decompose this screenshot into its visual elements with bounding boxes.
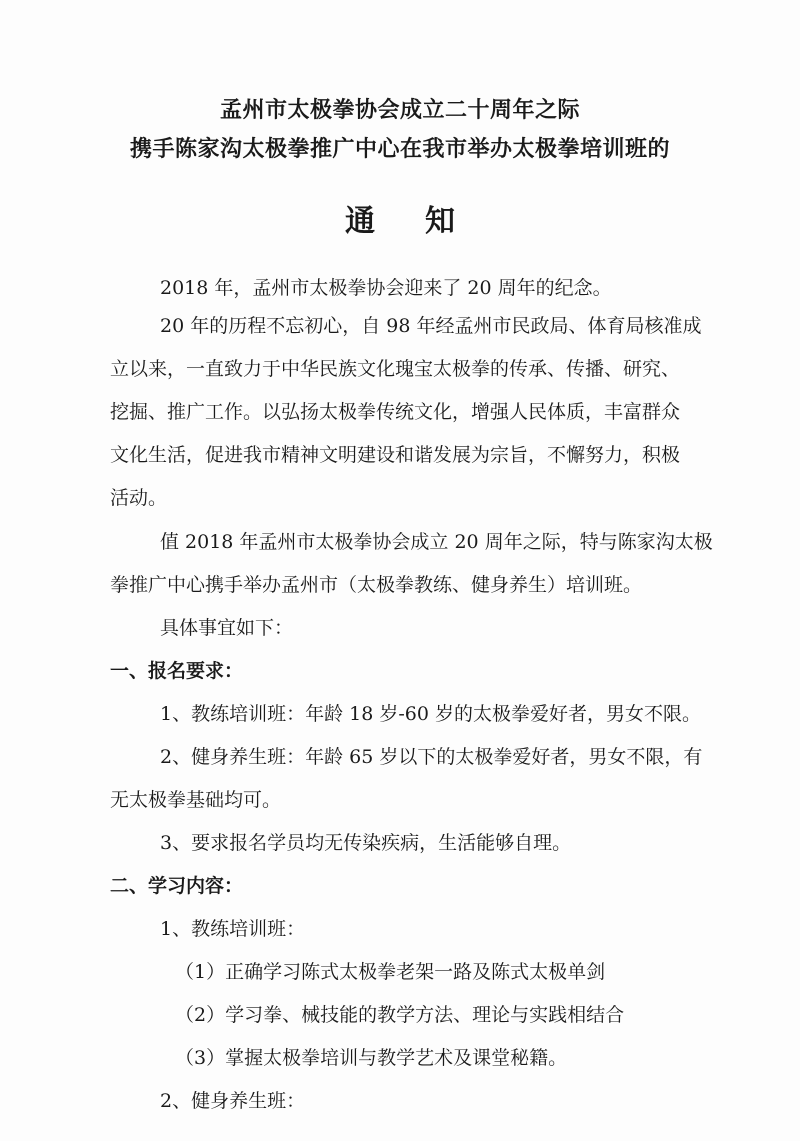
paragraph-3-line-2: 拳推广中心携手举办孟州市（太极拳教练、健身养生）培训班。 [110, 574, 643, 596]
notice-heading: 通知 [345, 204, 505, 239]
paragraph-2-line-5: 活动。 [110, 487, 168, 509]
section-2-sub-1: 1、教练培训班： [160, 918, 306, 940]
paragraph-1: 2018 年，孟州市太极拳协会迎来了 20 周年的纪念。 [160, 277, 612, 299]
paragraph-2-line-1: 20 年的历程不忘初心，自 98 年经孟州市民政局、体育局核准成 [160, 315, 702, 337]
paragraph-3-line-1: 值 2018 年孟州市太极拳协会成立 20 周年之际，特与陈家沟太极 [160, 531, 713, 553]
section-2-sub-2: 2、健身养生班： [160, 1090, 306, 1112]
document-title-line-2: 携手陈家沟太极拳推广中心在我市举办太极拳培训班的 [129, 137, 670, 162]
section-1-item-3: 3、要求报名学员均无传染疾病，生活能够自理。 [160, 832, 572, 854]
section-1-heading: 一、报名要求： [110, 660, 244, 682]
section-1-item-2-line-1: 2、健身养生班：年龄 65 岁以下的太极拳爱好者，男女不限，有 [160, 746, 703, 768]
section-2-sub-1-item-2: （2）学习拳、械技能的教学方法、理论与实践相结合 [175, 1004, 625, 1026]
paragraph-2-line-3: 挖掘、推广工作。以弘扬太极拳传统文化，增强人民体质，丰富群众 [110, 401, 681, 423]
paragraph-4: 具体事宜如下： [160, 617, 294, 639]
document-title-line-1: 孟州市太极拳协会成立二十周年之际 [219, 98, 580, 123]
paragraph-2-line-2: 立以来，一直致力于中华民族文化瑰宝太极拳的传承、传播、研究、 [110, 358, 681, 380]
paragraph-2-line-4: 文化生活，促进我市精神文明建设和谐发展为宗旨，不懈努力，积极 [110, 444, 681, 466]
section-1-item-2-line-2: 无太极拳基础均可。 [110, 789, 282, 811]
section-1-item-1: 1、教练培训班：年龄 18 岁-60 岁的太极拳爱好者，男女不限。 [160, 703, 701, 725]
section-2-sub-1-item-1: （1）正确学习陈式太极拳老架一路及陈式太极单剑 [175, 961, 606, 983]
section-2-heading: 二、学习内容： [110, 875, 244, 897]
section-2-sub-1-item-3: （3）掌握太极拳培训与教学艺术及课堂秘籍。 [175, 1047, 568, 1069]
